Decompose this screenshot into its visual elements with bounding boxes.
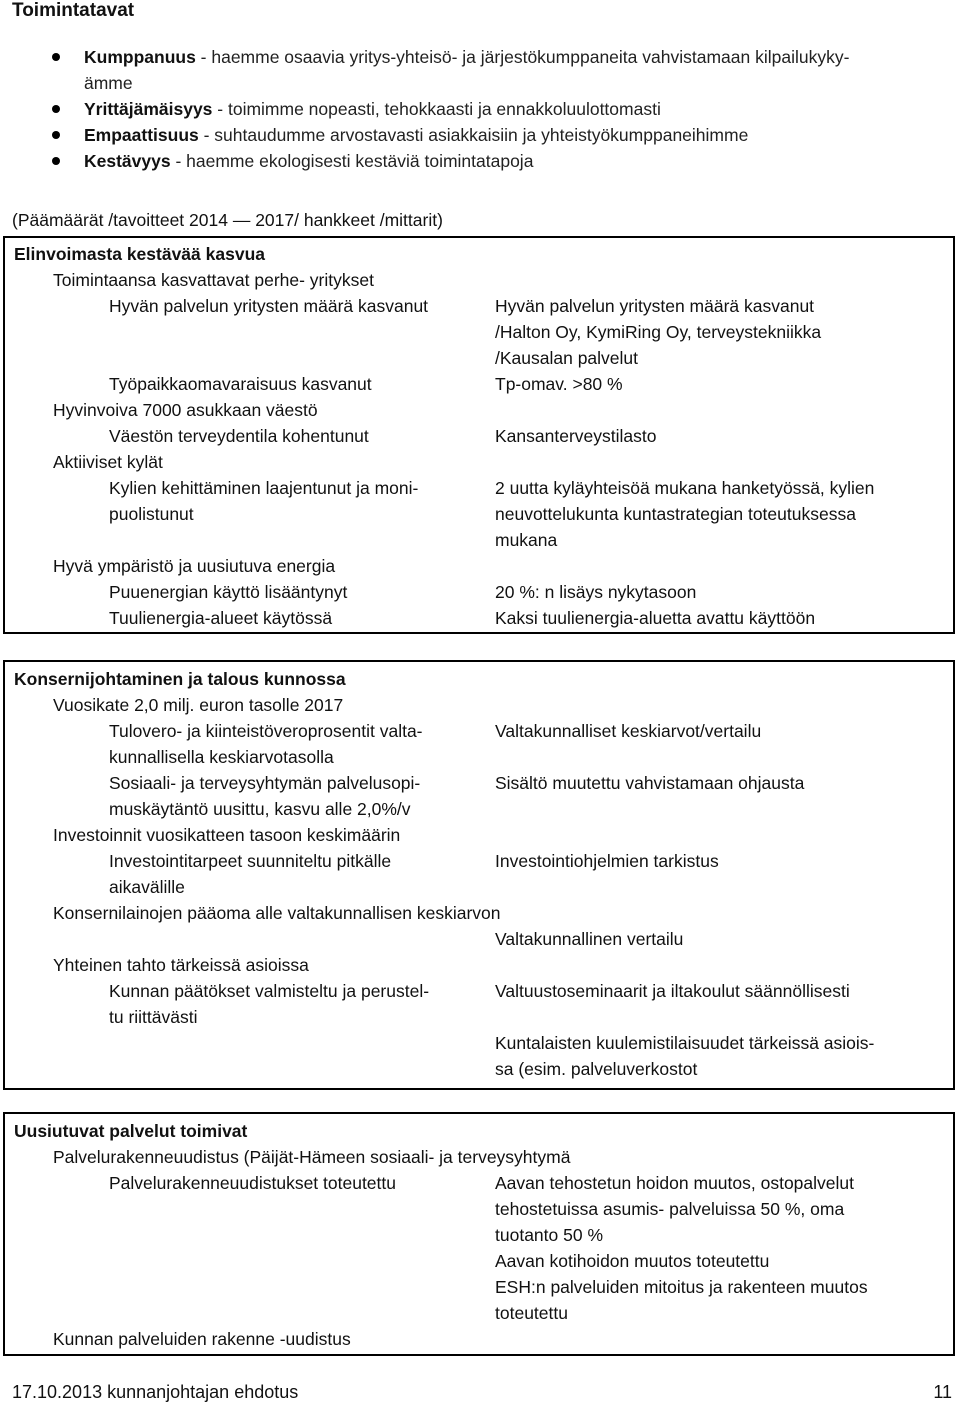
page-title: Toimintatavat	[12, 0, 135, 21]
metric-text: Valtakunnallinen vertailu	[495, 929, 684, 949]
target-text: Kylien kehittäminen laajentunut ja moni-	[109, 478, 419, 498]
metric-text: neuvottelukunta kuntastrategian toteutuksessa	[495, 504, 856, 524]
metric-text: ESH:n palveluiden mitoitus ja rakenteen muutos	[495, 1277, 868, 1297]
goal-text: Investoinnit vuosikatteen tasoon keskimäärin	[53, 825, 401, 845]
target-text: Tulovero- ja kiinteistöveroprosentit valta-	[109, 721, 423, 741]
bullet-icon	[52, 157, 60, 165]
metric-text: Valtuustoseminaarit ja iltakoulut säännöllisesti	[495, 981, 850, 1001]
metric-text: mukana	[495, 530, 558, 550]
metric-text: 20 %: n lisäys nykytasoon	[495, 582, 697, 602]
target-text: Hyvän palvelun yritysten määrä kasvanut	[109, 296, 429, 316]
section-heading: Uusiutuvat palvelut toimivat	[14, 1121, 248, 1141]
target-text: Investointitarpeet suunniteltu pitkälle	[109, 851, 392, 871]
goal-text: Kunnan palveluiden rakenne -uudistus	[53, 1329, 351, 1349]
bullet-icon	[52, 131, 60, 139]
goal-text: Aktiiviset kylät	[53, 452, 163, 472]
section-box-finance	[3, 660, 955, 1090]
target-text: Palvelurakenneuudistukset toteutettu	[109, 1173, 396, 1193]
target-text: Sosiaali- ja terveysyhtymän palvelusopi-	[109, 773, 421, 793]
section-box-services	[3, 1112, 955, 1356]
goal-text: Yhteinen tahto tärkeissä asioissa	[53, 955, 309, 975]
metric-text: Kuntalaisten kuulemistilaisuudet tärkeissä asiois-	[495, 1033, 875, 1053]
value-text: ämme	[84, 73, 133, 93]
bullet-icon	[52, 53, 60, 61]
list-item	[0, 148, 960, 174]
metric-text: 2 uutta kyläyhteisöä mukana hanketyössä, kylien	[495, 478, 875, 498]
goals-heading: (Päämäärät /tavoitteet 2014 — 2017/ hankkeet /mittarit)	[12, 210, 443, 230]
metric-text: tehostetuissa asumis- palveluissa 50 %, oma	[495, 1199, 845, 1219]
list-item	[0, 122, 960, 148]
target-text: Puuenergian käyttö lisääntynyt	[109, 582, 348, 602]
metric-text: sa (esim. palveluverkostot	[495, 1059, 698, 1079]
metric-text: Investointiohjelmien tarkistus	[495, 851, 719, 871]
target-text: Väestön terveydentila kohentunut	[109, 426, 369, 446]
metric-text: /Kausalan palvelut	[495, 348, 639, 368]
value-text: - suhtaudumme arvostavasti asiakkaisiin ja yhteistyökumppaneihimme	[198, 125, 749, 145]
value-term: Kestävyys	[84, 151, 171, 171]
list-item	[0, 96, 960, 122]
metric-text: toteutettu	[495, 1303, 568, 1323]
value-text: - haemme ekologisesti kestäviä toimintatapoja	[170, 151, 534, 171]
values-list	[0, 44, 960, 174]
metric-text: Tp-omav. >80 %	[495, 374, 623, 394]
target-text: tu riittävästi	[109, 1007, 198, 1027]
target-text: muskäytäntö uusittu, kasvu alle 2,0%/v	[109, 799, 411, 819]
section-heading: Konsernijohtaminen ja talous kunnossa	[14, 669, 346, 689]
metric-text: Kaksi tuulienergia-aluetta avattu käyttöön	[495, 608, 816, 628]
list-item	[0, 44, 960, 96]
goal-text: Konsernilainojen pääoma alle valtakunnallisen keskiarvon	[53, 903, 501, 923]
metric-text: /Halton Oy, KymiRing Oy, terveystekniikka	[495, 322, 822, 342]
metric-text: Valtakunnalliset keskiarvot/vertailu	[495, 721, 762, 741]
metric-text: Kansanterveystilasto	[495, 426, 657, 446]
section-heading: Elinvoimasta kestävää kasvua	[14, 244, 265, 264]
goal-text: Toimintaansa kasvattavat perhe- yritykset	[53, 270, 374, 290]
target-text: puolistunut	[109, 504, 194, 524]
metric-text: Aavan tehostetun hoidon muutos, ostopalvelut	[495, 1173, 854, 1193]
section-box-growth	[3, 236, 955, 634]
footer-date: 17.10.2013 kunnanjohtajan ehdotus	[12, 1382, 299, 1402]
metric-text: Sisältö muutettu vahvistamaan ohjausta	[495, 773, 805, 793]
value-text: - toimimme nopeasti, tehokkaasti ja ennakkoluulottomasti	[212, 99, 661, 119]
goal-text: Hyvä ympäristö ja uusiutuva energia	[53, 556, 336, 576]
metric-text: Hyvän palvelun yritysten määrä kasvanut	[495, 296, 815, 316]
goal-text: Hyvinvoiva 7000 asukkaan väestö	[53, 400, 318, 420]
target-text: aikavälille	[109, 877, 185, 897]
target-text: Kunnan päätökset valmisteltu ja perustel-	[109, 981, 430, 1001]
page-number: 11	[933, 1382, 952, 1402]
target-text: Tuulienergia-alueet käytössä	[109, 608, 333, 628]
value-term: Empaattisuus	[84, 125, 199, 145]
target-text: kunnallisella keskiarvotasolla	[109, 747, 334, 767]
bullet-icon	[52, 105, 60, 113]
value-term: Yrittäjämäisyys	[84, 99, 213, 119]
value-text: - haemme osaavia yritys-yhteisö- ja järjestökumppaneita vahvistamaan kilpailukyky-	[195, 47, 850, 67]
goal-text: Vuosikate 2,0 milj. euron tasolle 2017	[53, 695, 344, 715]
metric-text: Aavan kotihoidon muutos toteutettu	[495, 1251, 770, 1271]
metric-text: tuotanto 50 %	[495, 1225, 603, 1245]
goal-text: Palvelurakenneuudistus (Päijät-Hämeen sosiaali- ja terveysyhtymä	[53, 1147, 571, 1167]
value-term: Kumppanuus	[84, 47, 196, 67]
target-text: Työpaikkaomavaraisuus kasvanut	[109, 374, 372, 394]
